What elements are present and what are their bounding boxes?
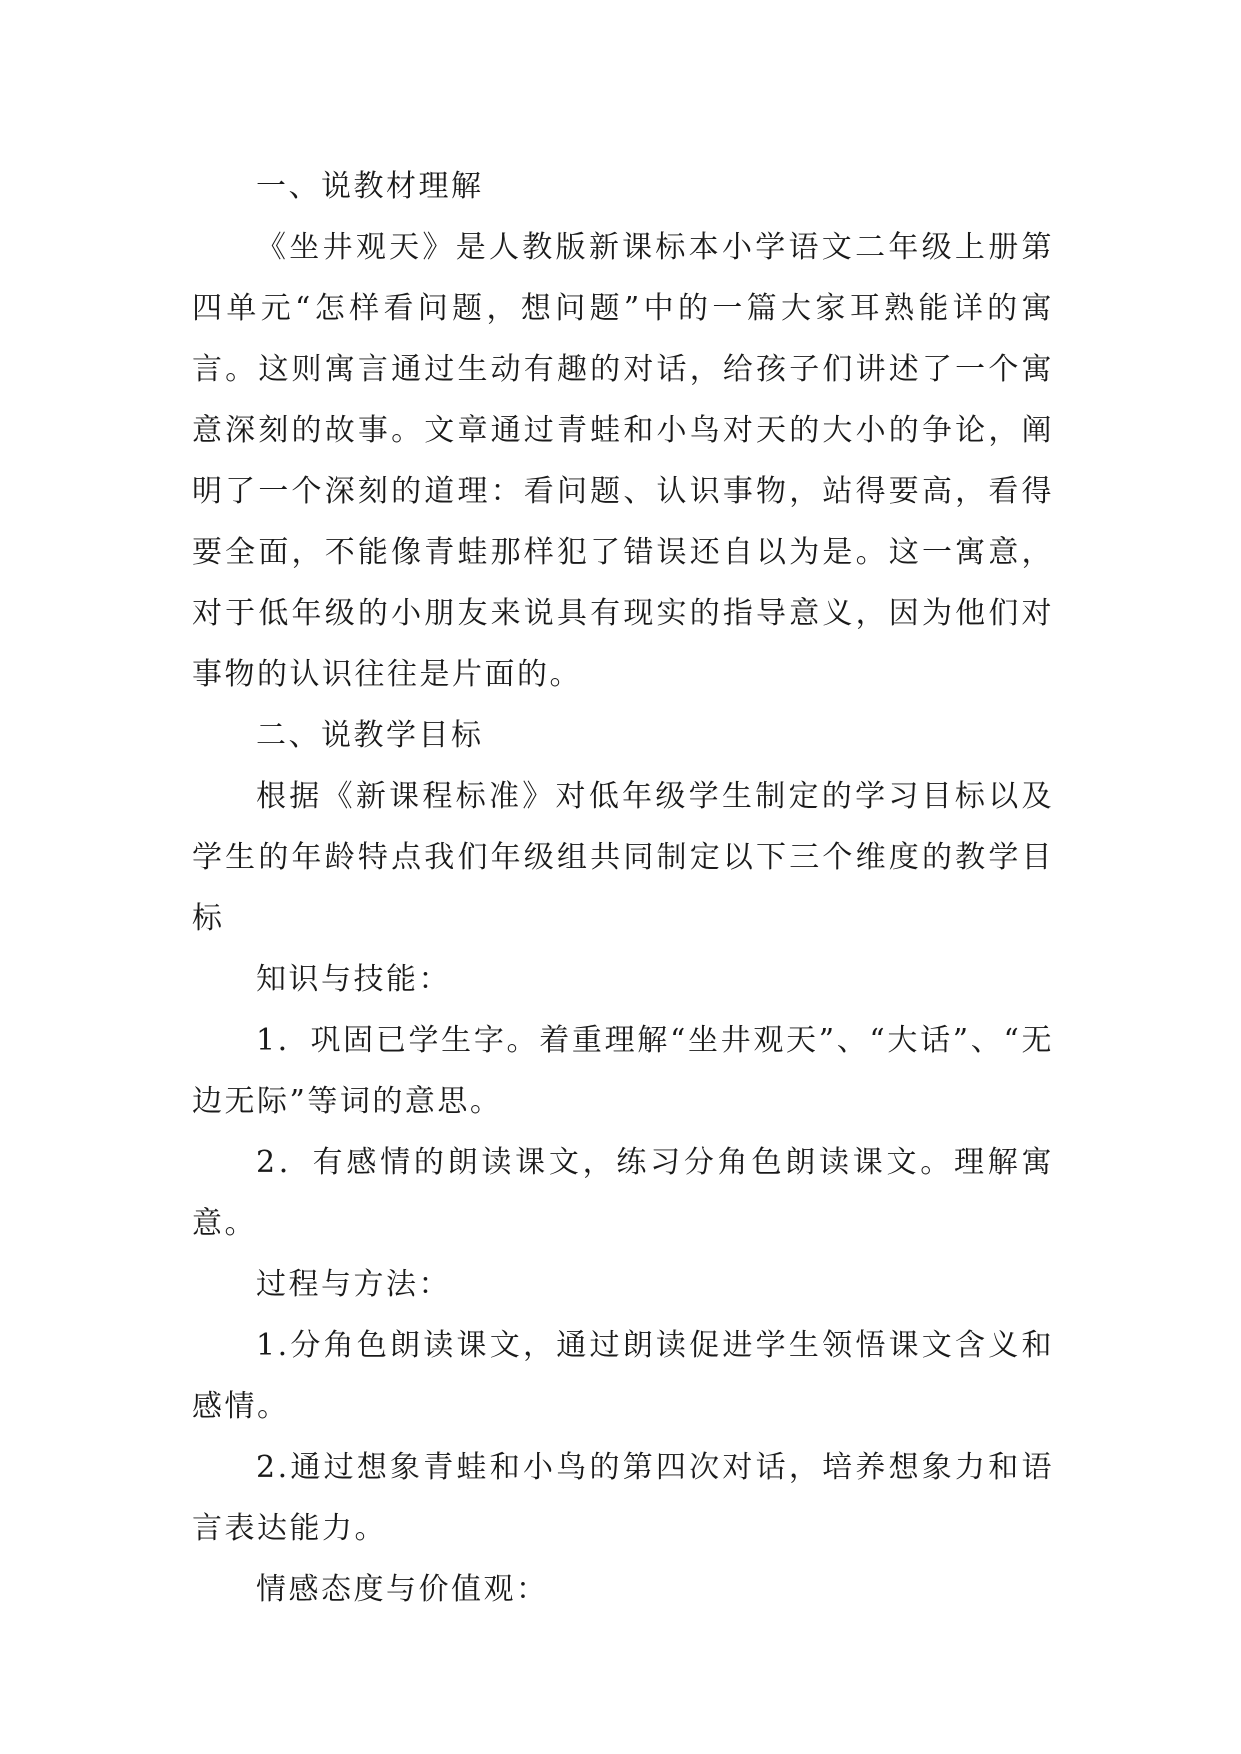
section-heading-textbook: 一、说教材理解 bbox=[256, 169, 484, 204]
list-item-knowledge-1: 1．巩固已学生字。着重理解“坐井观天”、“大话”、“无边无际”等词的意思。 bbox=[192, 1023, 1054, 1119]
list-item-process-2: 2.通过想象青蛙和小鸟的第四次对话，培养想象力和语言表达能力。 bbox=[192, 1450, 1054, 1546]
section-heading-objectives: 二、说教学目标 bbox=[256, 718, 484, 753]
subheading-knowledge-skills: 知识与技能： bbox=[256, 962, 451, 997]
paragraph-objectives-intro: 根据《新课程标准》对低年级学生制定的学习目标以及学生的年龄特点我们年级组共同制定以下三个维度的教学目标 bbox=[192, 779, 1054, 936]
list-item-knowledge-2: 2．有感情的朗读课文，练习分角色朗读课文。理解寓意。 bbox=[192, 1145, 1054, 1241]
subheading-process-methods: 过程与方法： bbox=[256, 1267, 451, 1302]
list-item-process-1: 1.分角色朗读课文，通过朗读促进学生领悟课文含义和感情。 bbox=[192, 1328, 1054, 1424]
document-body bbox=[192, 156, 1054, 1620]
paragraph-textbook-analysis: 《坐井观天》是人教版新课标本小学语文二年级上册第四单元“怎样看问题，想问题”中的一篇大家耳熟能详的寓言。这则寓言通过生动有趣的对话，给孩子们讲述了一个寓意深刻的故事。文章通过青蛙和小鸟对天的大小的争论，阐明了一个深刻的道理：看问题、认识事物，站得要高，看得要全面，不能像青蛙那样犯了错误还自以为是。这一寓意，对于低年级的小朋友来说具有现实的指导意义，因为他们对事物的认识往往是片面的。 bbox=[192, 230, 1054, 692]
subheading-emotion-values: 情感态度与价值观： bbox=[256, 1572, 549, 1607]
